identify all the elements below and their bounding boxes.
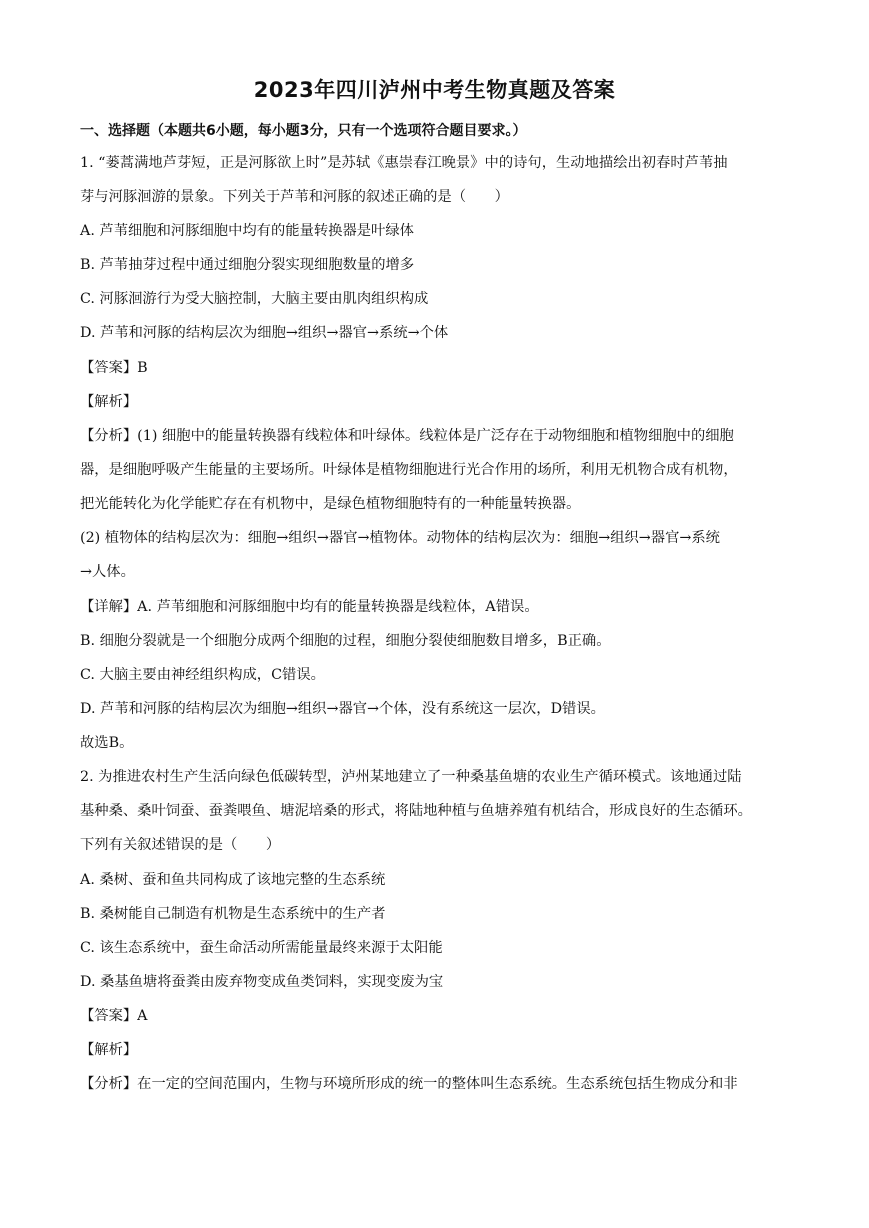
q1-option-b: B. 芦苇抽芽过程中通过细胞分裂实现细胞数量的增多	[80, 257, 415, 273]
q1-fenxi-line3: 把光能转化为化学能贮存在有机物中，是绿色植物细胞特有的一种能量转换器。	[80, 496, 581, 512]
q2-option-b: B. 桑树能自己制造有机物是生态系统中的生产者	[80, 906, 386, 922]
q1-analysis-label: 【解析】	[80, 394, 138, 410]
q2-stem-line3: 下列有关叙述错误的是（ ）	[80, 837, 281, 853]
q2-stem-line2: 基种桑、桑叶饲蚕、蚕粪喂鱼、塘泥培桑的形式，将陆地种植与鱼塘养殖有机结合，形成良好的生态循环。	[80, 803, 752, 819]
q2-option-c: C. 该生态系统中，蚕生命活动所需能量最终来源于太阳能	[80, 940, 443, 956]
q1-fenxi-line4: (2) 植物体的结构层次为：细胞→组织→器官→植物体。动物体的结构层次为：细胞→组织→器官→系统	[80, 530, 720, 546]
q1-detail-d: D. 芦苇和河豚的结构层次为细胞→组织→器官→个体，没有系统这一层次，D错误。	[80, 701, 605, 717]
q1-detail-c: C. 大脑主要由神经组织构成，C错误。	[80, 667, 325, 683]
q2-fenxi-line1: 【分析】在一定的空间范围内，生物与环境所形成的统一的整体叫生态系统。生态系统包括生物成分和非	[80, 1076, 738, 1092]
q1-fenxi-line2: 器，是细胞呼吸产生能量的主要场所。叶绿体是植物细胞进行光合作用的场所，利用无机物合成有机物，	[80, 462, 738, 478]
q1-fenxi-line1: 【分析】(1) 细胞中的能量转换器有线粒体和叶绿体。线粒体是广泛存在于动物细胞和植物细胞中的细胞	[80, 428, 734, 444]
q2-option-a: A. 桑树、蚕和鱼共同构成了该地完整的生态系统	[80, 872, 386, 888]
q1-option-c: C. 河豚洄游行为受大脑控制，大脑主要由肌肉组织构成	[80, 291, 429, 307]
q2-option-d: D. 桑基鱼塘将蚕粪由废弃物变成鱼类饲料，实现变废为宝	[80, 974, 444, 990]
section-heading: 一、选择题（本题共6小题，每小题3分，只有一个选项符合题目要求。）	[80, 123, 527, 139]
q1-detail-b: B. 细胞分裂就是一个细胞分成两个细胞的过程，细胞分裂使细胞数目增多，B正确。	[80, 633, 611, 649]
q2-answer: 【答案】A	[80, 1008, 148, 1024]
page-title: 2023年四川泸州中考生物真题及答案	[253, 78, 616, 102]
q2-stem-line1: 2. 为推进农村生产生活向绿色低碳转型，泸州某地建立了一种桑基鱼塘的农业生产循环模式。该地通过陆	[80, 769, 742, 785]
q1-stem-line2: 芽与河豚洄游的景象。下列关于芦苇和河豚的叙述正确的是（ ）	[80, 189, 509, 205]
q1-option-a: A. 芦苇细胞和河豚细胞中均有的能量转换器是叶绿体	[80, 223, 414, 239]
q1-fenxi-line5: →人体。	[80, 564, 135, 580]
q2-analysis-label: 【解析】	[80, 1042, 138, 1058]
q1-option-d: D. 芦苇和河豚的结构层次为细胞→组织→器官→系统→个体	[80, 325, 449, 341]
q1-conclusion: 故选B。	[80, 735, 134, 751]
q1-stem-line1: 1. “蒌蒿满地芦芽短，正是河豚欲上时”是苏轼《惠崇春江晚景》中的诗句，生动地描绘出初春时芦苇抽	[80, 155, 728, 171]
q1-detail-a: 【详解】A. 芦苇细胞和河豚细胞中均有的能量转换器是线粒体，A错误。	[80, 599, 539, 615]
q1-answer: 【答案】B	[80, 360, 148, 376]
